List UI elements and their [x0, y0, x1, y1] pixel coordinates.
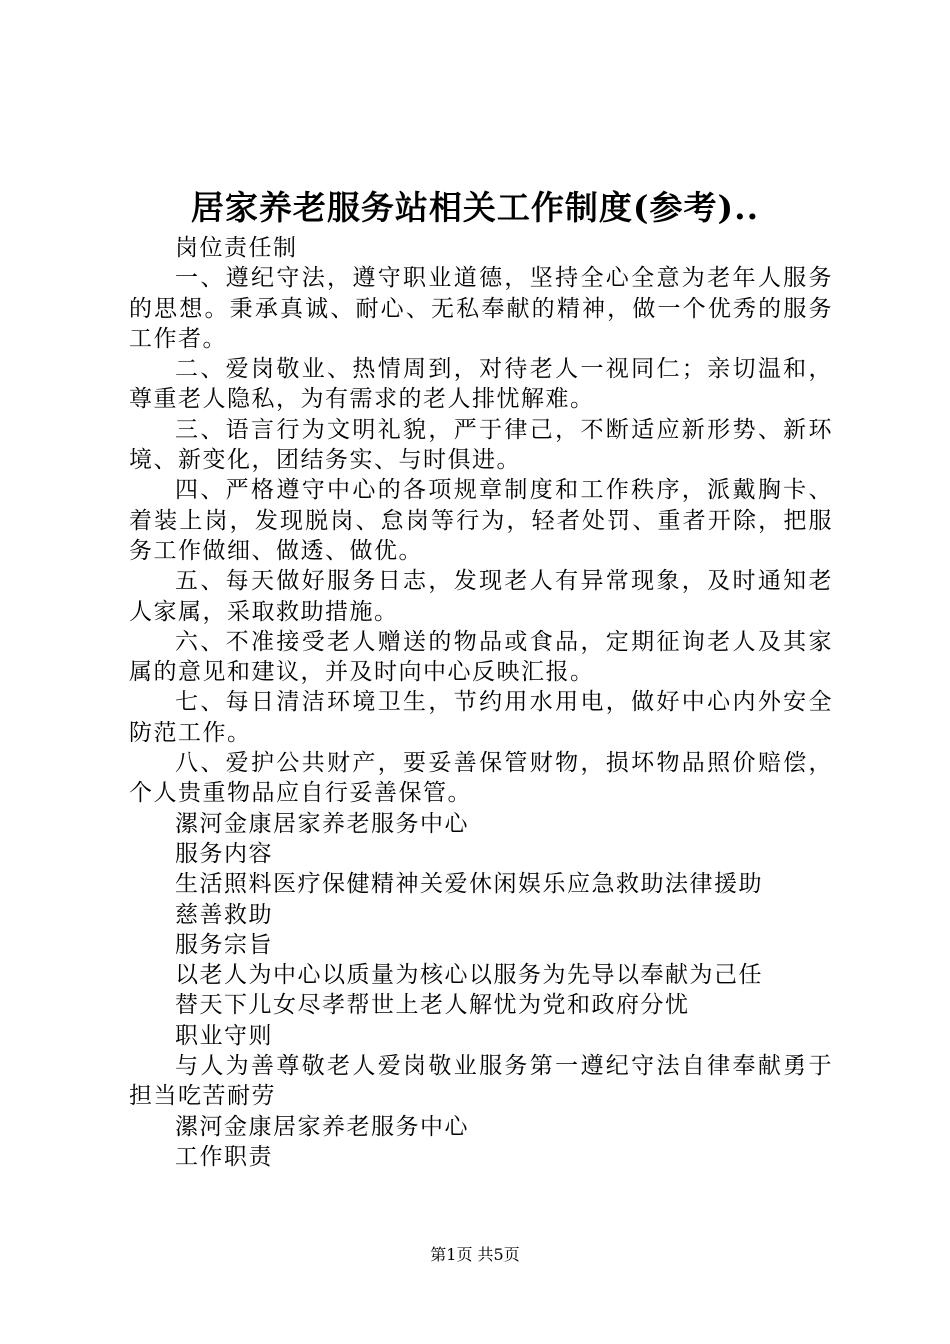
- paragraph: 三、语言行为文明礼貌，严于律己，不断适应新形势、新环境、新变化，团结务实、与时俱进。: [129, 416, 833, 474]
- paragraph: 与人为善尊敬老人爱岗敬业服务第一遵纪守法自律奉献勇于担当吃苦耐劳: [129, 1053, 833, 1110]
- paragraph-organization: 漯河金康居家养老服务中心: [175, 1113, 469, 1140]
- paragraph-section-heading: 服务宗旨: [175, 931, 273, 958]
- paragraph: 二、爱岗敬业、热情周到，对待老人一视同仁；亲切温和，尊重老人隐私，为有需求的老人排忧解难。: [129, 356, 833, 413]
- document-body: [129, 233, 833, 1172]
- paragraph-section-heading: 岗位责任制: [175, 235, 298, 261]
- paragraph: 替天下儿女尽孝帮世上老人解忧为党和政府分忧: [175, 992, 690, 1019]
- paragraph-organization: 漯河金康居家养老服务中心: [175, 810, 469, 837]
- paragraph: 八、爱护公共财产，要妥善保管财物，损坏物品照价赔偿，个人贵重物品应自行妥善保管。: [129, 750, 833, 807]
- paragraph: 慈善救助: [175, 901, 273, 928]
- paragraph: 一、遵纪守法，遵守职业道德，坚持全心全意为老年人服务的思想。秉承真诚、耐心、无私奉献的精神，做一个优秀的服务工作者。: [129, 265, 833, 352]
- page-footer: 第1页 共5页: [430, 1245, 520, 1264]
- paragraph: 六、不准接受老人赠送的物品或食品，定期征询老人及其家属的意见和建议，并及时向中心反映汇报。: [129, 628, 833, 686]
- paragraph-section-heading: 服务内容: [175, 840, 273, 867]
- paragraph: 生活照料医疗保健精神关爱休闲娱乐应急救助法律援助: [175, 871, 763, 898]
- paragraph: 四、严格遵守中心的各项规章制度和工作秩序，派戴胸卡、着装上岗，发现脱岗、怠岗等行为，轻者处罚、重者开除，把服务工作做细、做透、做优。: [129, 477, 833, 564]
- paragraph: 以老人为中心以质量为核心以服务为先导以奉献为己任: [175, 962, 763, 989]
- paragraph-section-heading: 工作职责: [175, 1143, 273, 1170]
- paragraph-section-heading: 职业守则: [175, 1022, 273, 1049]
- paragraph: 五、每天做好服务日志，发现老人有异常现象，及时通知老人家属，采取救助措施。: [129, 568, 833, 625]
- paragraph: 七、每日清洁环境卫生，节约用水用电，做好中心内外安全防范工作。: [129, 689, 833, 746]
- document-title: 居家养老服务站相关工作制度(参考)..: [190, 188, 760, 227]
